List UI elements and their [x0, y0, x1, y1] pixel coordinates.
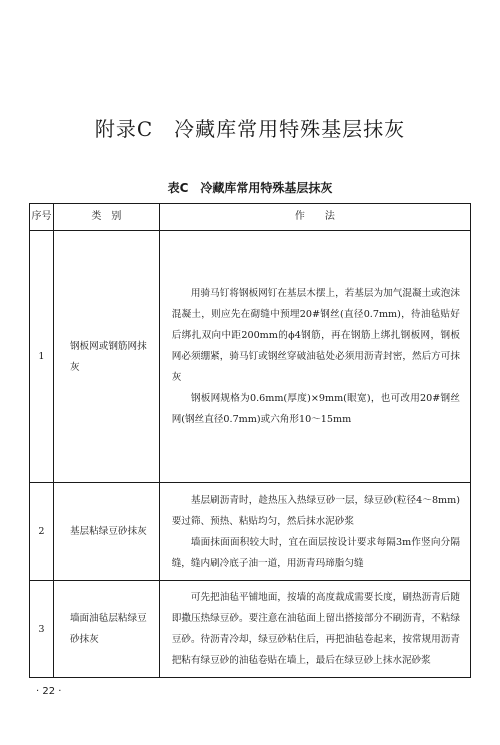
row-category: 基层粘绿豆砂抹灰: [53, 483, 159, 581]
header-category: 类 别: [53, 204, 159, 231]
row-method: [159, 231, 470, 483]
row-number: 3: [30, 581, 54, 678]
method-paragraph: 钢板网规格为0.6mm(厚度)×9mm(眼宽)，也可改用20#钢丝网(钢丝直径0.7mm)或六角形10～15mm: [171, 393, 460, 425]
plastering-methods-table: [29, 203, 471, 678]
table-row: [30, 231, 471, 483]
table-caption: 表C 冷藏库常用特殊基层抹灰: [167, 181, 333, 195]
row-number: 2: [30, 483, 54, 581]
row-category: 墙面油毡层粘绿豆砂抹灰: [53, 581, 159, 678]
method-paragraph: 可先把油毡平铺地面，按墙的高度裁成需要长度，刷热沥青后随即撒压热绿豆砂。要注意在油毡面上留出搭接部分不刷沥青，不粘绿豆砂。待沥青冷却，绿豆砂粘住后，再把油毡卷起来，按常规用沥青把粘有绿豆砂的油毡卷贴在墙上，最后在绿豆砂上抹水泥砂浆: [171, 592, 460, 666]
header-no: 序号: [30, 204, 54, 231]
method-paragraph: 基层刷沥青时，趁热压入热绿豆砂一层，绿豆砂(粒径4～8mm)要过筛、预热、粘贴均匀，然后抹水泥砂浆: [171, 494, 460, 527]
table-row: [30, 483, 471, 581]
row-number: 1: [30, 231, 54, 483]
page-number: · 22 ·: [36, 686, 62, 697]
row-method: [159, 581, 470, 678]
appendix-title: 附录C 冷藏库常用特殊基层抹灰: [94, 117, 406, 141]
header-method: 作 法: [159, 204, 470, 231]
method-paragraph: 用骑马钉将钢板网钉在基层木摆上，若基层为加气混凝土或泡沫混凝土，则应先在砌缝中预埋20#钢丝(直径0.7mm)，待油毡贴好后绑扎双向中距200mm的ϕ4钢筋，再在钢筋上绑扎钢板网，钢板网必须绷紧，骑马钉或钢丝穿破油毡处必须用沥青封密，然后方可抹灰: [171, 288, 460, 383]
row-category: 钢板网或钢筋网抹灰: [53, 231, 159, 483]
table-row: [30, 581, 471, 678]
method-paragraph: 墙面抹面面积较大时，宜在面层按设计要求每隔3m作竖向分隔缝，缝内刷冷底子油一道，用沥青玛𤧛脂匀缝: [171, 536, 460, 569]
table-header-row: [30, 204, 471, 231]
row-method: [159, 483, 470, 581]
